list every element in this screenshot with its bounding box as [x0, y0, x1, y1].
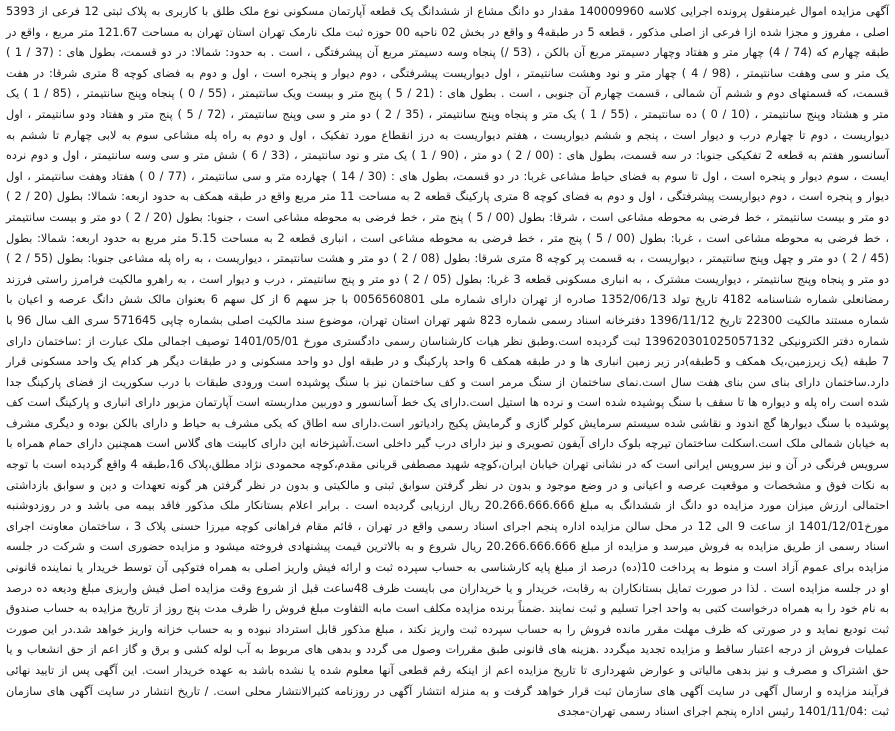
auction-notice-text-block	[6, 2, 889, 729]
auction-notice-body: آگهی مزایده اموال غیرمنقول پرونده اجرایی کلاسه 140009960 مقدار دو دانگ مشاع از ششدانگ یک قطعه آپارتمان مسکونی نوع ملک طلق با کاربری به پلاک ثبتی 12 فرعی از 5393 اصلی ، مفروز و مجزا شده ازا فرعی از اصلی مذکور ، قطعه 5 در طبقه4 و واقع در بخش 02 ناحیه 00 حوزه ثبت ملک نارمک تهران استان تهران به مساحت 121.67 متر مربع ، واقع در طبقه چهارم که (74 / 4) چهار متر و هفتاد وچهار دسیمتر مربع آن بالکن ، (53 /) پنجاه وسه دسیمتر مربع آن پیشرفتگی ، است . به حدود: شمالا: در دو قسمت، بطول های : (37 / 1 ) یک متر و سی وهفت سانتیمتر ، (98 / 4 ) چهار متر و نود وهشت سانتیمتر ، اول دیواریست پیشرفتگی ، دوم دیوار و پنجره است ، اول و دوم به فضای کوچه 8 متری شرقا: در هفت قسمت، که قسمتهای دوم و ششم آن شمالی ، قسمت چهارم آن جنوبی ، است . بطول های : (21 / 5 ) پنج متر و بیست ویک سانتیمتر ، (55 / 0 ) پنجاه وپنج سانتیمتر ، (85 / 1 ) یک متر و هشتاد وپنج سانتیمتر ، (10 / 0 ) ده سانتیمتر ، (55 / 1 ) یک متر و پنجاه وپنج سانتیمتر ، (35 / 2 ) دو متر و سی وپنج سانتیمتر ، (72 / 5 ) پنج متر و هفتاد ودو سانتیمتر ، اول دیواریست ، دوم تا چهارم درب و دیوار است ، پنجم و ششم دیواریست ، هفتم دیواریست به درز انقطاع مورد تفکیک ، اول و دوم به راه پله مشاعی سوم به لابی چهارم تا ششم به آسانسور هفتم به قطعه 2 تفکیکی جنوبا: در سه قسمت، بطول های : (00 / 2 ) دو متر ، (90 / 1 ) یک متر و نود سانتیمتر ، (33 / 6 ) شش متر و سی وسه سانتیمتر ، اول و دوم نرده ایست ، سوم دیوار و پنجره است ، اول تا سوم به فضای حیاط مشاعی غربا: در دو قسمت، بطول های : (30 / 14 ) چهارده متر و سی سانتیمتر ، (77 / 0 ) هفتاد وهفت سانتیمتر ، اول دیوار و پنجره است ، دوم دیواریست پیشرفتگی ، اول و دوم به فضای کوچه 8 متری پارکینگ قطعه 2 به مساحت 11 متر مربع واقع در طبقه همکف به حدود اربعه: شمالا: بطول (20 / 2 ) دو متر و بیست سانتیمتر ، خط فرضی به محوطه مشاعی است ، شرقا: بطول (00 / 5 ) پنج متر ، خط فرضی به محوطه مشاعی است ، جنوبا: بطول (20 / 2 ) دو متر و بیست سانتیمتر ، خط فرضی به محوطه مشاعی است ، غربا: بطول (00 / 5 ) پنج متر ، خط فرضی به محوطه مشاعی است ، انباری قطعه 2 به مساحت 5.15 متر مربع به حدود اربعه: شمالا: بطول (45 / 2 ) دو متر و چهل وپنج سانتیمتر ، دیواریست ، به قسمت پر کوچه 8 متری شرقا: بطول (08 / 2 ) دو متر و هشت سانتیمتر ، دیواریست ، به راه پله مشاعی جنوبا: بطول (55 / 2 ) دو متر و پنجاه وپنج سانتیمتر ، دیواریست مشترک ، به انباری مسکونی قطعه 3 غربا: بطول (05 / 2 ) دو متر و پنج سانتیمتر ، درب و دیوار است ، به راهرو مالکیت فرامرز راستی فرزند رمضانعلی شماره شناسنامه 4182 تاریخ تولد 1352/06/13 صادره از تهران دارای شماره ملی 0056560801 با جز سهم 6 از کل سهم 6 بعنوان مالک شش دانگ عرصه و اعیان با شماره مستند مالکیت 22300 تاریخ 1396/11/12 دفترخانه اسناد رسمی شماره 823 شهر تهران استان تهران، موضوع سند مالکیت اصلی بشماره چاپی 571645 سری الف سال 96 با شماره دفتر الکترونیکی 139620301025057132 ثبت گردیده است.وطبق نظر هیات کارشناسان رسمی دادگستری مورخ 1401/05/01 توصیف اجمالی ملک عبارت از :ساختمان دارای 7 طبقه (یک زیرزمین،یک همکف و 5طبقه)در زیر زمین انباری ها و در طبقه همکف 6 واحد پارکینگ و در طبقه اول دو واحد مسکونی و در طبقات دیگر هر کدام یک واحد مسکونی قرار دارد.ساختمان دارای بنای سن بنای هفت سال است.نمای ساختمان از سنگ مرمر است و کف ساختمان نیز با سنگ پوشیده است ورودی طبقات با درب سکوریت از فضای پارکینگ جدا شده است راه پله و دیواره ها تا سقف با سنگ پوشیده شده است و نرده ها استیل است.دارای یک خط آسانسور و دوربین مداربسته است آپارتمان مزبور دارای انباری و پارکینگ است کف پوشیده با سنگ دیوارها گچ اندود و نقاشی شده سیستم سرمایش کولر گازی و گرمایش پکیج رادیاتور است.دارای سه اطاق که یکی مشرف به حیاط و دارای بالکن بوده و دیگری مشرف به خیابان شمالی ملک است.اسکلت ساختمان تیرچه بلوک دارای آیفون تصویری و نیز دارای درب گیر داخلی است.آشپزخانه این دارای کابینت های گلاس است همچنین دارای حمام همراه با سرویس فرنگی در آن و نیز سرویس ایرانی است که در نشانی تهران خیابان ایران،کوچه شهید مصطفی قربانی مقدم،کوچه محمودی نژاد مطلق،پلاک 16،طبقه 4 واقع گردیده است با توجه به نکات فوق و مشخصات و موقعیت عرصه و اعیانی و در وضع موجود و بدون در نظر گرفتن سوابق ثبتی و مالکیتی و بدون در نظر گرفتن هر گونه تعهدات و دین و سوابق بازداشتی احتمالی ارزش میزان مورد مزایده دو دانگ از ششدانگ به مبلغ 20.266.666.666 ریال ارزیابی گردیده است . برابر اعلام بستانکار ملک مذکور فاقد بیمه می باشد و در روزدوشنبه مورخ1401/12/01 از ساعت 9 الی 12 در محل سالن مزایده اداره پنجم اجرای اسناد رسمی واقع در تهران ، قائم مقام فراهانی کوچه میرزا حسنی پلاک 3 ، ساختمان معاونت اجرای اسناد رسمی از طریق مزایده به فروش میرسد و مزایده از مبلغ 20.266.666.666 ریال شروع و به بالاترین قیمت پیشنهادی فروخته میشود و مزایده حضوری است و شرکت در جلسه مزایده برای عموم آزاد است و منوط به پرداخت 10(ده) درصد از مبلغ پایه کارشناسی به حساب سپرده ثبت و ارائه فیش واریز اصلی به همراه فتوکپی آن توسط خریدار یا نماینده قانونی او در جلسه مزایده است . لذا در صورت تمایل بستانکاران به رقابت، خریدار و یا خریداران می بایست ظرف 48ساعت قبل از شروع وقت مزایده اصل فیش واریزی مبلغ ودیعه ده درصد به نام خود را به همراه درخواست کتبی به واحد اجرا تسلیم و ثبت نمایند .ضمناً برنده مزایده مکلف است مابه التفاوت مبلغ فروش را ظرف مدت پنج روز از تاریخ مزایده به حساب صندوق ثبت تودیع نماید و در صورتی که ظرف مهلت مقرر مانده فروش را به حساب سپرده ثبت واریز نکند ، مبلغ مذکور قابل استرداد نبوده و به حساب خزانه واریز خواهد شد.در این صورت عملیات فروش از درجه اعتبار ساقط و مزایده تجدید میگردد .هزینه های قانونی طبق مقررات وصول می گردد و بدهی های مربوط به آب لوله کشی و برق و گاز اعم از حق انشعاب و یا حق اشتراک و مصرف و نیز بدهی مالیاتی و عوارض شهرداری تا تاریخ مزایده اعم از اینکه رقم قطعی آنها معلوم شده یا نشده باشد به عهده خریدار است. این آگهی پس از تایید نهائی فرآیند مزایده و ارسال آگهی در سایت آگهی های سازمان ثبت قرار خواهد گرفت و به منزله انتشار آگهی در روزنامه کثیرالانتشار محلی است. / تاریخ انتشار در سایت آگهی های سازمان ثبت :1401/11/04 رئیس اداره پنجم اجرای اسناد رسمی تهران-مجدی	[6, 5, 890, 719]
